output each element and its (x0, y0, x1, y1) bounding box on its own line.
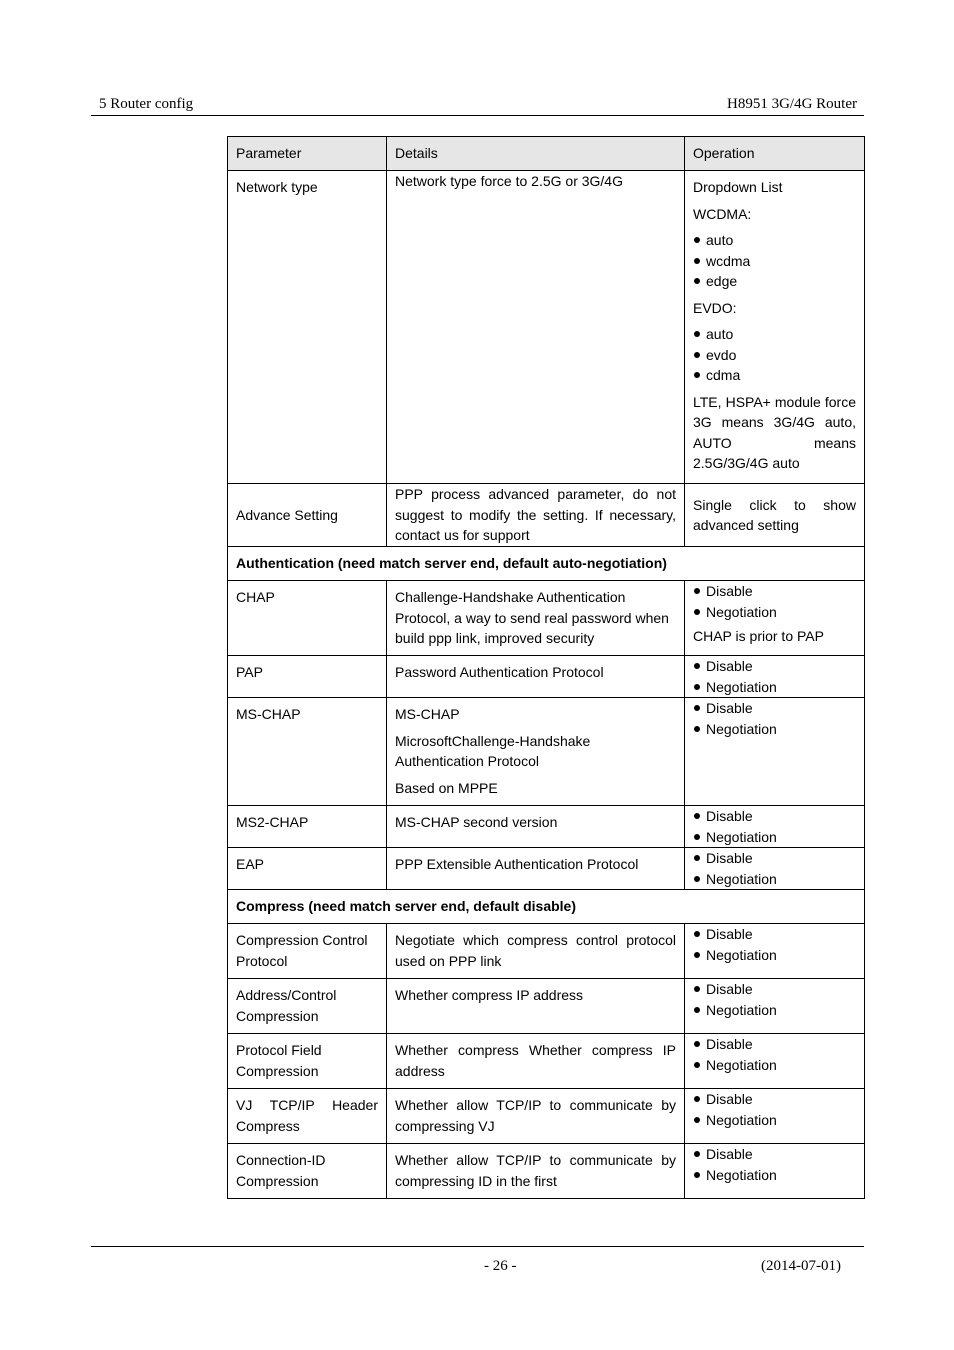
list-item: Negotiation (693, 869, 856, 890)
section-row-authentication (228, 547, 865, 581)
option-list (693, 698, 856, 739)
column-header-operation: Operation (685, 137, 865, 171)
table-row-chap (228, 581, 865, 656)
details-line: MicrosoftChallenge-Handshake Authentication Protocol (395, 732, 591, 769)
option-list (693, 806, 856, 847)
option-list (693, 1144, 856, 1185)
param-cell: MS-CHAP (228, 698, 387, 806)
table-row-eap (228, 848, 865, 890)
list-item: Negotiation (693, 827, 856, 848)
operation-cell (685, 848, 865, 890)
network-type-note: LTE, HSPA+ module force 3G means 3G/4G auto, AUTO means 2.5G/3G/4G auto (693, 393, 856, 471)
details-cell: PPP Extensible Authentication Protocol (387, 848, 685, 890)
list-item: Disable (693, 848, 856, 869)
list-item: Disable (693, 1034, 856, 1055)
table-row-connection-id-compression (228, 1144, 865, 1199)
list-item: Disable (693, 698, 856, 719)
option-list (693, 656, 856, 697)
evdo-options-list (693, 324, 856, 386)
operation-cell (685, 581, 865, 656)
list-item: Disable (693, 581, 856, 602)
table-row-address-control-compression (228, 979, 865, 1034)
param-cell: Network type (228, 171, 387, 484)
param-cell: Compression Control Protocol (228, 924, 387, 979)
list-item: Negotiation (693, 945, 856, 966)
details-cell: Password Authentication Protocol (387, 656, 685, 698)
list-item: Negotiation (693, 719, 856, 740)
table-header-row (228, 137, 865, 171)
list-item: Negotiation (693, 677, 856, 698)
list-item: Disable (693, 806, 856, 827)
option-list (693, 924, 856, 965)
list-item: edge (693, 271, 856, 292)
option-list (693, 979, 856, 1020)
param-cell: PAP (228, 656, 387, 698)
header-product: H8951 3G/4G Router (727, 96, 857, 112)
section-row-compress (228, 890, 865, 924)
option-list (693, 1034, 856, 1075)
param-cell: Advance Setting (228, 484, 387, 547)
list-item: Negotiation (693, 1110, 856, 1131)
list-item: Disable (693, 1089, 856, 1110)
details-line: Based on MPPE (395, 779, 498, 796)
dropdown-list-label: Dropdown List (693, 179, 783, 195)
table-row-ms2-chap (228, 806, 865, 848)
operation-cell (685, 924, 865, 979)
list-item: evdo (693, 345, 856, 366)
list-item: Negotiation (693, 1165, 856, 1186)
list-item: Disable (693, 924, 856, 945)
page-footer (91, 1246, 864, 1274)
operation-cell (685, 1089, 865, 1144)
param-cell: Protocol Field Compression (228, 1034, 387, 1089)
operation-cell (685, 698, 865, 806)
details-cell: MS-CHAP second version (387, 806, 685, 848)
option-list (693, 581, 856, 622)
page-header (91, 95, 864, 116)
details-cell: Whether compress IP address (387, 979, 685, 1034)
operation-cell (685, 171, 865, 484)
operation-cell (685, 1144, 865, 1199)
operation-cell (685, 1034, 865, 1089)
details-cell: Whether compress Whether compress IP address (387, 1034, 685, 1089)
list-item: Negotiation (693, 602, 856, 623)
param-cell: Address/Control Compression (228, 979, 387, 1034)
details-cell: Negotiate which compress control protocol used on PPP link (387, 924, 685, 979)
list-item: Negotiation (693, 1000, 856, 1021)
details-cell: PPP process advanced parameter, do not suggest to modify the setting. If necessary, contact us for support (387, 484, 685, 547)
param-cell: EAP (228, 848, 387, 890)
section-title: Authentication (need match server end, default auto-negotiation) (228, 547, 865, 581)
list-item: cdma (693, 365, 856, 386)
option-list (693, 848, 856, 889)
param-cell: CHAP (228, 581, 387, 656)
table-row-protocol-field-compression (228, 1034, 865, 1089)
list-item: auto (693, 324, 856, 345)
page-number: - 26 - (484, 1258, 517, 1274)
operation-cell: Single click to show advanced setting (685, 484, 865, 547)
list-item: Disable (693, 656, 856, 677)
document-date: (2014-07-01) (761, 1258, 841, 1274)
list-item: auto (693, 230, 856, 251)
list-item: Disable (693, 979, 856, 1000)
details-cell (387, 698, 685, 806)
chap-note: CHAP is prior to PAP (693, 628, 824, 644)
table-row-network-type (228, 171, 865, 484)
option-list (693, 1089, 856, 1130)
operation-cell (685, 656, 865, 698)
operation-cell (685, 979, 865, 1034)
details-cell: Challenge-Handshake Authentication Protocol, a way to send real password when build ppp link, improved security (387, 581, 685, 656)
param-cell: Connection-ID Compression (228, 1144, 387, 1199)
wcdma-label: WCDMA: (693, 205, 752, 222)
table-row-compression-control-protocol (228, 924, 865, 979)
param-cell: VJ TCP/IP Header Compress (228, 1089, 387, 1144)
column-header-parameter: Parameter (228, 137, 387, 171)
table-row-advance-setting (228, 484, 865, 547)
list-item: Disable (693, 1144, 856, 1165)
wcdma-options-list (693, 230, 856, 292)
list-item: wcdma (693, 251, 856, 272)
param-cell: MS2-CHAP (228, 806, 387, 848)
table-row-ms-chap (228, 698, 865, 806)
details-cell: Whether allow TCP/IP to communicate by compressing VJ (387, 1089, 685, 1144)
details-line: MS-CHAP (395, 706, 460, 722)
details-cell: Whether allow TCP/IP to communicate by compressing ID in the first (387, 1144, 685, 1199)
section-title: Compress (need match server end, default disable) (228, 890, 865, 924)
table-row-pap (228, 656, 865, 698)
details-cell: Network type force to 2.5G or 3G/4G (387, 171, 685, 484)
list-item: Negotiation (693, 1055, 856, 1076)
column-header-details: Details (387, 137, 685, 171)
operation-cell (685, 806, 865, 848)
table-row-vj-header-compress (228, 1089, 865, 1144)
parameter-table (227, 136, 865, 1199)
header-chapter: 5 Router config (99, 96, 194, 112)
evdo-label: EVDO: (693, 299, 737, 316)
